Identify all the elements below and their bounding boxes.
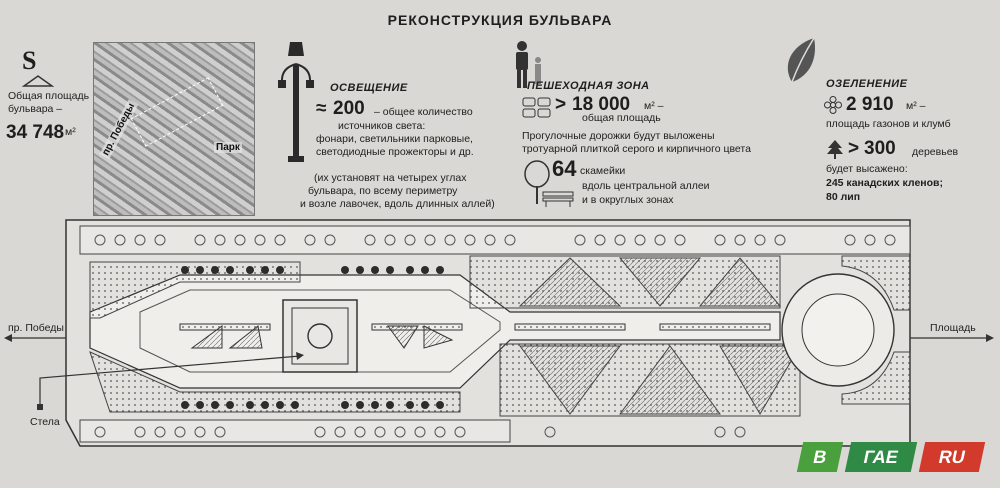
trees-value: 300 <box>864 138 896 159</box>
lighting-prefix: ≈ <box>316 98 327 119</box>
area-s-icon: S <box>22 46 37 75</box>
lawn-value: 2 910 <box>846 94 894 115</box>
lighting-desc-4: светодиодные прожекторы и др. <box>316 146 474 158</box>
watermark-logo-part2: ГАЕ <box>845 442 917 472</box>
benches-value: 64 <box>552 156 577 181</box>
pedestrian-unit: м² – <box>644 100 664 112</box>
lighting-value: 200 <box>333 98 365 119</box>
pedestrian-unit-desc: общая площадь <box>582 112 661 124</box>
lighting-note-2: бульвара, по всему периметру <box>308 185 458 197</box>
watermark-logo-part3: RU <box>919 442 985 472</box>
trees-label: деревьев <box>912 146 959 158</box>
pedestrian-prefix: > <box>555 94 567 115</box>
benches-desc-1: вдоль центральной аллеи <box>582 180 710 192</box>
area-unit: м² <box>65 126 76 138</box>
area-label-2: бульвара – <box>8 103 63 115</box>
trees-desc-1: будет высажено: <box>826 163 908 175</box>
lighting-header: ОСВЕЩЕНИЕ <box>330 82 408 94</box>
map-park-label: Парк <box>216 142 240 153</box>
benches-label: скамейки <box>580 165 626 177</box>
watermark-logo-part1: В <box>797 442 843 472</box>
pedestrian-value: 18 000 <box>572 94 631 115</box>
pedestrian-desc-1: Прогулочные дорожки будут выложены <box>522 130 715 142</box>
trees-desc-3: 80 лип <box>826 191 861 203</box>
greening-header: ОЗЕЛЕНЕНИЕ <box>826 78 908 90</box>
trees-desc-2: 245 канадских кленов; <box>826 177 944 189</box>
lighting-desc-3: фонари, светильники парковые, <box>316 133 473 145</box>
lawn-desc: площадь газонов и клумб <box>826 118 951 130</box>
benches-desc-2: и в округлых зонах <box>582 194 674 206</box>
map-street-label: пр. Победы <box>100 101 138 158</box>
lighting-desc-2: источников света: <box>338 120 426 132</box>
plan-left-label: пр. Победы <box>8 322 64 334</box>
pedestrian-desc-2: тротуарной плиткой серого и кирпичного цвета <box>522 143 751 155</box>
plan-right-label: Площадь <box>930 322 976 334</box>
lawn-unit: м² – <box>906 100 926 112</box>
area-value: 34 748 <box>6 122 65 143</box>
lighting-note-1: (их установят на четырех углах <box>314 172 467 184</box>
page-title: РЕКОНСТРУКЦИЯ БУЛЬВАРА <box>387 12 613 28</box>
plan-stela-label: Стела <box>30 416 60 428</box>
lighting-desc-1: – общее количество <box>374 106 473 118</box>
pedestrian-header: ПЕШЕХОДНАЯ ЗОНА <box>527 80 650 92</box>
area-label-1: Общая площадь <box>8 90 90 102</box>
lighting-note-3: и возле лавочек, вдоль длинных аллей) <box>300 198 495 210</box>
trees-prefix: > <box>848 138 860 159</box>
